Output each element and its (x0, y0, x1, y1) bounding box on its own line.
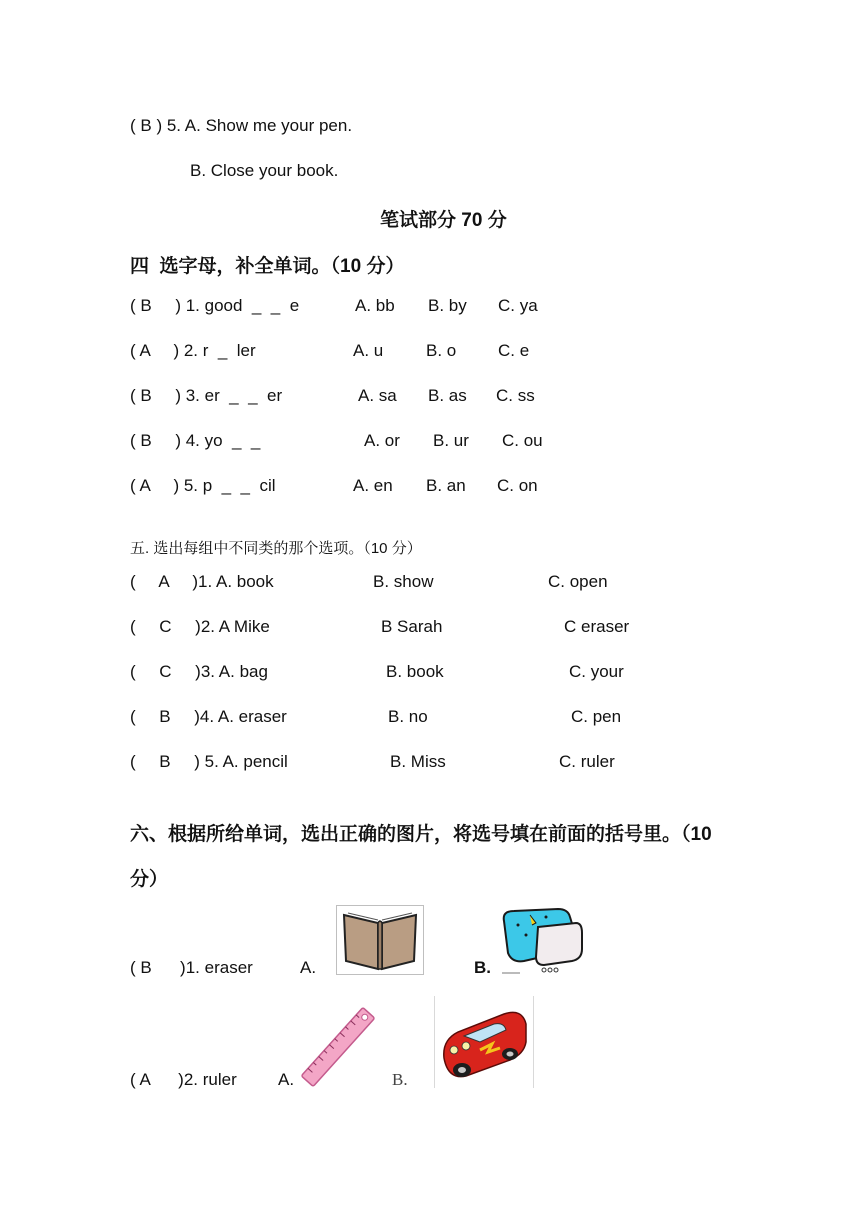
s4-option-a: A. or (364, 431, 400, 450)
car-pencil-case-picture (434, 996, 534, 1088)
ruler-picture (298, 1006, 378, 1088)
s4-option-a: A. en (353, 476, 393, 495)
s6-q1-answer: ( B )1. eraser (130, 958, 253, 977)
s5-option-b: B Sarah (381, 617, 443, 636)
s4-option-a: A. u (353, 341, 384, 360)
s5-answer: ( B )4. A. eraser (130, 707, 287, 726)
s4-option-b: B. ur (433, 431, 469, 450)
section6-heading-line1: 六、根据所给单词，选出正确的图片，将选号填在前面的括号里。（10 (130, 824, 712, 845)
s4-answer: ( B ) 4. yo _ _ (130, 431, 261, 450)
s5-option-b: B. book (386, 662, 444, 681)
written-part-title: 笔试部分 70 分 (380, 210, 507, 231)
s5-option-c: C eraser (564, 617, 630, 636)
s4-option-b: B. o (426, 341, 457, 360)
s4-answer: ( B ) 1. good _ _ e (130, 296, 300, 315)
s4-option-a: A. sa (358, 386, 397, 405)
s6-q2-b-label: B. (392, 1070, 408, 1089)
s5-option-c: C. your (569, 662, 624, 681)
s4-option-c: C. e (498, 341, 530, 360)
s5-answer: ( A )1. A. book (130, 572, 274, 591)
section5-heading: 五. 选出每组中不同类的那个选项。（10 分） (130, 540, 422, 557)
s5-answer: ( C )2. A Mike (130, 617, 270, 636)
s6-q1-b-label: B. (474, 958, 491, 977)
s5-option-b: B. no (388, 707, 428, 726)
s5-option-b: B. show (373, 572, 434, 591)
s4-answer: ( A ) 2. r _ ler (130, 341, 256, 360)
section4-heading: 四 选字母，补全单词。（10 分） (130, 256, 405, 277)
s6-q2-a-label: A. (278, 1070, 295, 1089)
s4-option-b: B. by (428, 296, 467, 315)
s5-option-b: B. Miss (390, 752, 446, 771)
s4-option-a: A. bb (355, 296, 395, 315)
s4-option-c: C. ou (502, 431, 543, 450)
s5-option-c: C. ruler (559, 752, 615, 771)
s4-option-c: C. ss (496, 386, 535, 405)
s6-q2-answer: ( A )2. ruler (130, 1070, 237, 1089)
s4-option-c: C. on (497, 476, 538, 495)
s4-option-b: B. an (426, 476, 466, 495)
s5-option-c: C. open (548, 572, 608, 591)
s5-answer: ( B ) 5. A. pencil (130, 752, 288, 771)
s5-answer: ( C )3. A. bag (130, 662, 268, 681)
s4-answer: ( B ) 3. er _ _ er (130, 386, 283, 405)
s4-option-b: B. as (428, 386, 467, 405)
book-picture (336, 905, 424, 975)
s5-option-c: C. pen (571, 707, 622, 726)
s6-q1-a-label: A. (300, 958, 317, 977)
q5-option-b: B. Close your book. (190, 161, 339, 180)
eraser-picture (498, 903, 584, 975)
section6-heading-line2: 分） (130, 869, 169, 890)
s4-option-c: C. ya (498, 296, 538, 315)
s4-answer: ( A ) 5. p _ _ cil (130, 476, 276, 495)
q5-line: ( B ) 5. A. Show me your pen. (130, 116, 353, 135)
